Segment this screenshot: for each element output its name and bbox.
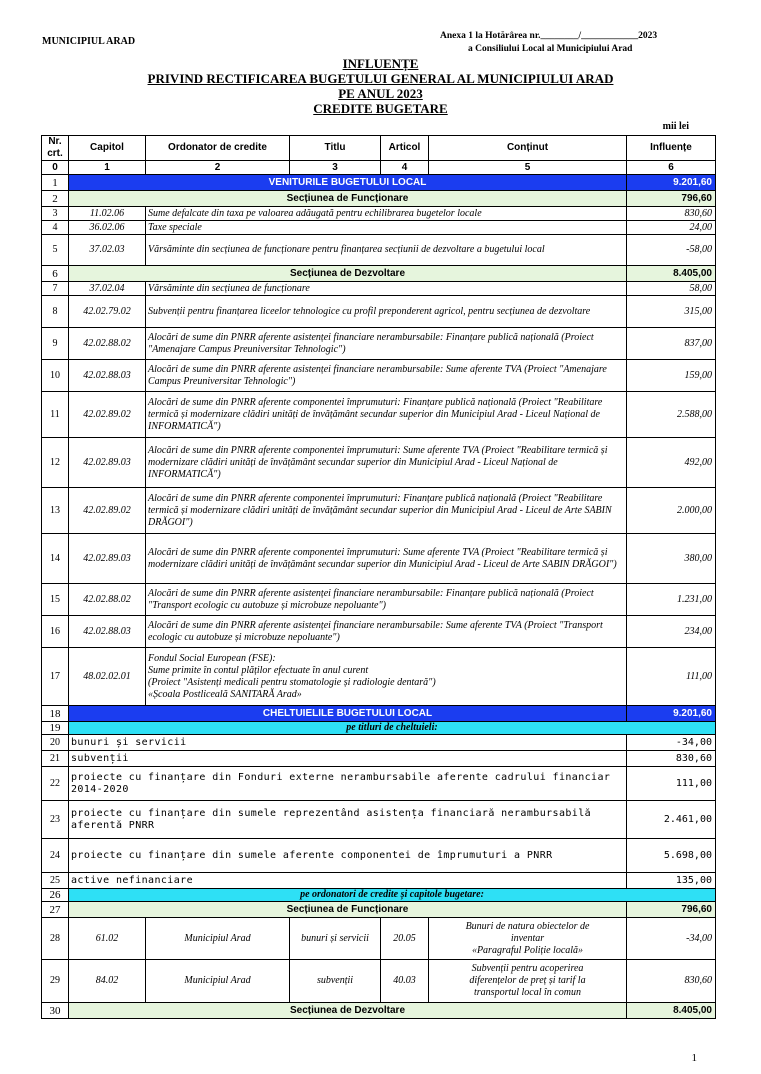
table-row <box>42 960 716 1003</box>
table-header-row <box>42 136 716 161</box>
row-value: 830,60 <box>627 960 716 1003</box>
row-description <box>146 648 627 706</box>
subsection-row <box>42 266 716 282</box>
col-header-continut: Conținut <box>429 136 627 161</box>
row-number: 20 <box>42 735 69 751</box>
col-header-ordonator: Ordonator de credite <box>146 136 290 161</box>
row-description: Vărsăminte din secțiunea de funcționare pentru finanțarea secțiunii de dezvoltare a bugetului local <box>146 235 627 266</box>
row-number: 9 <box>42 328 69 360</box>
fse-line-4: «Școala Postliceală SANITARĂ Arad» <box>148 688 302 700</box>
fse-line-2: Sume primite în contul plăților efectuate în anul curent <box>148 664 369 676</box>
subsection-title: Secțiunea de Funcționare <box>69 191 627 207</box>
table-row <box>42 488 716 534</box>
row-description: proiecte cu finanțare din Fonduri externe nerambursabile aferente cadrului financiar 2014-2020 <box>69 767 627 801</box>
table-row <box>42 616 716 648</box>
row-number: 19 <box>42 722 69 735</box>
row-description: Taxe speciale <box>146 221 627 235</box>
row-value: 2.588,00 <box>627 392 716 438</box>
title-line-1: INFLUENȚE <box>342 56 419 71</box>
municipality-header: MUNICIPIUL ARAD <box>42 36 136 47</box>
col-index: 3 <box>290 161 381 175</box>
table-row <box>42 801 716 839</box>
continut-line: Bunuri de natura obiectelor de <box>465 920 590 932</box>
category-row <box>42 889 716 902</box>
subsection-title: Secțiunea de Dezvoltare <box>69 266 627 282</box>
fse-line-3: (Proiect "Asistenți medicali pentru stomatologie și radiologie dentară") <box>148 676 436 688</box>
row-number: 1 <box>42 175 69 191</box>
col-header-capitol: Capitol <box>69 136 146 161</box>
row-description: Sume defalcate din taxa pe valoarea adăugată pentru echilibrarea bugetelor locale <box>146 207 627 221</box>
row-value: 234,00 <box>627 616 716 648</box>
table-row <box>42 207 716 221</box>
row-number: 14 <box>42 534 69 584</box>
continut-line: transportul local în comun <box>474 987 581 998</box>
category-title: pe titluri de cheltuieli: <box>69 722 716 735</box>
subsection-row <box>42 902 716 918</box>
budget-table <box>41 135 716 1019</box>
title-line-4: CREDITE BUGETARE <box>313 101 448 116</box>
row-description: bunuri și servicii <box>69 735 627 751</box>
table-row <box>42 328 716 360</box>
row-number: 26 <box>42 889 69 902</box>
row-value: 830,60 <box>627 751 716 767</box>
col-index: 2 <box>146 161 290 175</box>
row-value: 24,00 <box>627 221 716 235</box>
col-index: 0 <box>42 161 69 175</box>
continut-line: inventar <box>510 932 545 944</box>
row-number: 21 <box>42 751 69 767</box>
row-number: 3 <box>42 207 69 221</box>
row-number: 13 <box>42 488 69 534</box>
table-row <box>42 296 716 328</box>
row-chapter: 42.02.88.03 <box>69 616 146 648</box>
subsection-row <box>42 1003 716 1019</box>
row-number: 24 <box>42 839 69 873</box>
col-header-titlu: Titlu <box>290 136 381 161</box>
continut-line: Subvenții pentru acoperirea <box>471 963 584 974</box>
row-number: 6 <box>42 266 69 282</box>
row-number: 22 <box>42 767 69 801</box>
row-number: 10 <box>42 360 69 392</box>
row-description: Vărsăminte din secțiunea de funcționare <box>146 282 627 296</box>
fse-line-1: Fondul Social European (FSE): <box>148 652 276 664</box>
table-row <box>42 360 716 392</box>
continut-line: «Paragraful Poliție locală» <box>471 944 584 956</box>
row-description: Alocări de sume din PNRR aferente asistenței financiare nerambursabile: Finanțare publică națională (Proiect "Transport ecologic cu autobuze și microbuze nepoluante") <box>146 584 627 616</box>
row-description: Alocări de sume din PNRR aferente componentei împrumuturi: Finanțare publică națională (Proiect "Reabilitare termică și modernizare clădiri unități de învățământ secundar superior din Municipiul Arad - Liceul Național de INFORMATICĂ") <box>146 392 627 438</box>
row-description: Alocări de sume din PNRR aferente asistenței financiare nerambursabile: Finanțare publică națională (Proiect "Amenajare Campus Preuniversitar Tehnologic") <box>146 328 627 360</box>
row-ordonator: Municipiul Arad <box>146 960 290 1003</box>
table-row <box>42 392 716 438</box>
col-index: 1 <box>69 161 146 175</box>
table-row <box>42 918 716 960</box>
row-description: Alocări de sume din PNRR aferente componentei împrumuturi: Sume aferente TVA (Proiect "Reabilitare termică și modernizare clădiri unități de învățământ secundar superior din Municipiul Arad - Liceul de Arte SABIN DRĂGOI") <box>146 534 627 584</box>
row-value: 315,00 <box>627 296 716 328</box>
category-title: pe ordonatori de credite și capitole bugetare: <box>69 889 716 902</box>
row-number: 12 <box>42 438 69 488</box>
annex-reference <box>440 30 657 56</box>
row-description: Alocări de sume din PNRR aferente asistenței financiare nerambursabile: Sume aferente TVA (Proiect "Transport ecologic cu autobuze și microbuze nepoluante") <box>146 616 627 648</box>
subsection-value: 796,60 <box>627 191 716 207</box>
row-description: subvenții <box>69 751 627 767</box>
row-number: 30 <box>42 1003 69 1019</box>
row-value: 111,00 <box>627 648 716 706</box>
title-line-3: PE ANUL 2023 <box>338 86 423 101</box>
table-row <box>42 648 716 706</box>
row-value: 492,00 <box>627 438 716 488</box>
row-chapter: 48.02.02.01 <box>69 648 146 706</box>
row-articol: 40.03 <box>381 960 429 1003</box>
col-header-nr: Nr. crt. <box>42 136 69 161</box>
row-value: 1.231,00 <box>627 584 716 616</box>
section-value: 9.201,60 <box>627 175 716 191</box>
section-row-venituri <box>42 175 716 191</box>
row-number: 5 <box>42 235 69 266</box>
table-row <box>42 735 716 751</box>
row-number: 4 <box>42 221 69 235</box>
col-index: 5 <box>429 161 627 175</box>
title-line-2: PRIVIND RECTIFICAREA BUGETULUI GENERAL AL MUNICIPIULUI ARAD <box>147 71 614 86</box>
row-continut <box>429 960 627 1003</box>
table-row <box>42 873 716 889</box>
subsection-value: 8.405,00 <box>627 1003 716 1019</box>
row-chapter: 84.02 <box>69 960 146 1003</box>
row-number: 15 <box>42 584 69 616</box>
subsection-title: Secțiunea de Funcționare <box>69 902 627 918</box>
table-row <box>42 438 716 488</box>
row-value: -34,00 <box>627 918 716 960</box>
row-value: 58,00 <box>627 282 716 296</box>
row-chapter: 42.02.89.03 <box>69 438 146 488</box>
col-header-influente: Influențe <box>627 136 716 161</box>
row-description: proiecte cu finanțare din sumele aferente componentei de împrumuturi a PNRR <box>69 839 627 873</box>
row-number: 16 <box>42 616 69 648</box>
section-title: VENITURILE BUGETULUI LOCAL <box>69 175 627 191</box>
section-row-cheltuieli <box>42 706 716 722</box>
column-index-row <box>42 161 716 175</box>
section-title: CHELTUIELILE BUGETULUI LOCAL <box>69 706 627 722</box>
table-row <box>42 235 716 266</box>
table-row <box>42 282 716 296</box>
row-number: 29 <box>42 960 69 1003</box>
row-chapter: 42.02.89.03 <box>69 534 146 584</box>
row-continut <box>429 918 627 960</box>
row-chapter: 42.02.88.02 <box>69 328 146 360</box>
row-number: 11 <box>42 392 69 438</box>
annex-line-1: Anexa 1 la Hotărârea nr.________/____________2023 <box>440 31 658 41</box>
row-description: Subvenții pentru finanțarea liceelor tehnologice cu profil preponderent agricol, pentru secțiunea de dezvoltare <box>146 296 627 328</box>
row-value: 5.698,00 <box>627 839 716 873</box>
row-number: 23 <box>42 801 69 839</box>
row-chapter: 42.02.89.02 <box>69 488 146 534</box>
row-number: 17 <box>42 648 69 706</box>
row-description: Alocări de sume din PNRR aferente componentei împrumuturi: Sume aferente TVA (Proiect "Reabilitare termică și modernizare clădiri unități de învățământ secundar superior din Municipiul Arad - Liceul Național de INFORMATICĂ") <box>146 438 627 488</box>
row-number: 25 <box>42 873 69 889</box>
subsection-title: Secțiunea de Dezvoltare <box>69 1003 627 1019</box>
col-header-articol: Articol <box>381 136 429 161</box>
row-number: 2 <box>42 191 69 207</box>
subsection-value: 8.405,00 <box>627 266 716 282</box>
table-row <box>42 767 716 801</box>
row-value: 830,60 <box>627 207 716 221</box>
row-value: 2.461,00 <box>627 801 716 839</box>
unit-label: mii lei <box>662 121 689 132</box>
row-chapter: 42.02.88.02 <box>69 584 146 616</box>
col-index: 4 <box>381 161 429 175</box>
document-title <box>0 56 761 116</box>
row-chapter: 11.02.06 <box>69 207 146 221</box>
row-value: 135,00 <box>627 873 716 889</box>
section-value: 9.201,60 <box>627 706 716 722</box>
row-number: 27 <box>42 902 69 918</box>
row-description: active nefinanciare <box>69 873 627 889</box>
row-value: -58,00 <box>627 235 716 266</box>
row-value: -34,00 <box>627 735 716 751</box>
row-chapter: 37.02.03 <box>69 235 146 266</box>
row-chapter: 42.02.89.02 <box>69 392 146 438</box>
subsection-row <box>42 191 716 207</box>
table-row <box>42 839 716 873</box>
continut-line: diferențelor de preț și tarif la <box>469 975 586 986</box>
row-titlu: bunuri și servicii <box>290 918 381 960</box>
table-row <box>42 534 716 584</box>
row-value: 837,00 <box>627 328 716 360</box>
row-chapter: 42.02.88.03 <box>69 360 146 392</box>
row-value: 159,00 <box>627 360 716 392</box>
row-chapter: 36.02.06 <box>69 221 146 235</box>
table-row <box>42 751 716 767</box>
category-row <box>42 722 716 735</box>
row-titlu: subvenții <box>290 960 381 1003</box>
row-articol: 20.05 <box>381 918 429 960</box>
row-value: 380,00 <box>627 534 716 584</box>
col-index: 6 <box>627 161 716 175</box>
row-description: Alocări de sume din PNRR aferente componentei împrumuturi: Finanțare publică națională (Proiect "Reabilitare termică și modernizare clădiri unități de învățământ secundar superior din Municipiul Arad - Liceul de Arte SABIN DRĂGOI") <box>146 488 627 534</box>
row-chapter: 61.02 <box>69 918 146 960</box>
table-row <box>42 584 716 616</box>
row-ordonator: Municipiul Arad <box>146 918 290 960</box>
row-number: 7 <box>42 282 69 296</box>
table-row <box>42 221 716 235</box>
row-number: 18 <box>42 706 69 722</box>
row-chapter: 42.02.79.02 <box>69 296 146 328</box>
subsection-value: 796,60 <box>627 902 716 918</box>
row-number: 28 <box>42 918 69 960</box>
annex-line-2: a Consiliului Local al Municipiului Arad <box>468 44 633 54</box>
row-number: 8 <box>42 296 69 328</box>
row-description: Alocări de sume din PNRR aferente asistenței financiare nerambursabile: Sume aferente TVA (Proiect "Amenajare Campus Preuniversitar Tehnologic") <box>146 360 627 392</box>
row-chapter: 37.02.04 <box>69 282 146 296</box>
page-number: 1 <box>691 1052 697 1064</box>
row-value: 111,00 <box>627 767 716 801</box>
row-value: 2.000,00 <box>627 488 716 534</box>
row-description: proiecte cu finanțare din sumele reprezentând asistența financiară nerambursabilă aferentă PNRR <box>69 801 627 839</box>
